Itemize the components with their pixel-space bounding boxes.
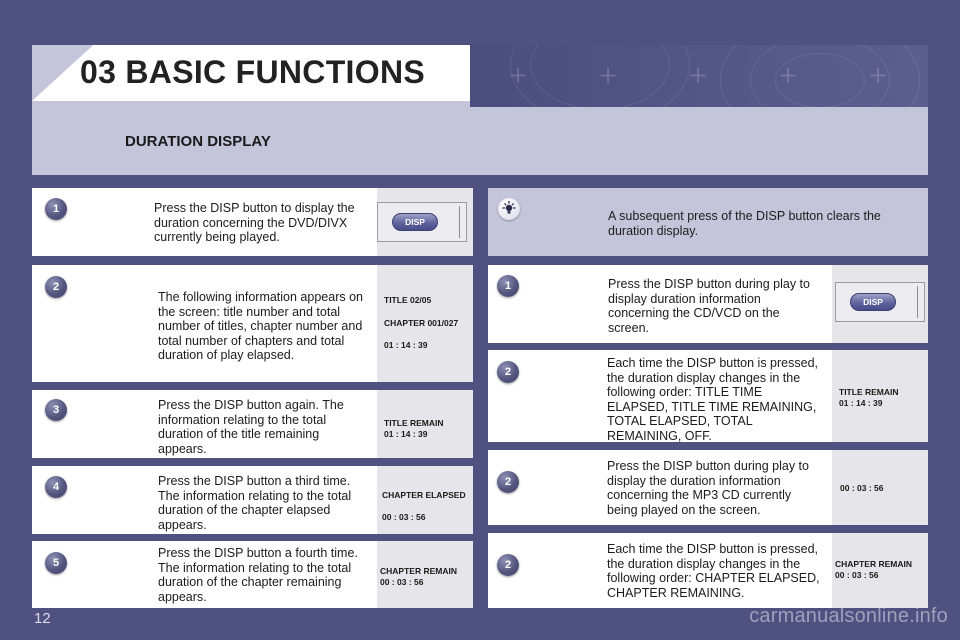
info-line: 00 : 03 : 56 xyxy=(835,570,879,580)
step-text: Each time the DISP button is pressed, the duration display changes in the following order: CHAPTER ELAPSED, CHAPTER REMAINING. xyxy=(607,542,820,600)
disp-button-graphic xyxy=(835,282,925,322)
left-step-3-card xyxy=(32,390,473,458)
step-text: Each time the DISP button is pressed, the duration display changes in the following order: TITLE TIME ELAPSED, TITLE TIME REMAINING, TOTAL ELAPSED, TOTAL REMAINING, OFF. xyxy=(607,356,818,443)
step-text: Press the DISP button during play to display duration information concerning the CD/VCD on the screen. xyxy=(608,277,810,335)
lightbulb-icon xyxy=(498,198,520,220)
left-step-5-card xyxy=(32,541,473,608)
info-line: 01 : 14 : 39 xyxy=(384,340,428,350)
info-line: CHAPTER 001/027 xyxy=(384,318,459,328)
info-line: CHAPTER REMAIN xyxy=(380,566,457,576)
info-line: 01 : 14 : 39 xyxy=(839,398,883,408)
step-text: Press the DISP button to display the duration concerning the DVD/DIVX currently being played. xyxy=(154,201,355,244)
step-text: Press the DISP button during play to display the duration information concerning the MP3 CD currently being played on the screen. xyxy=(607,459,809,517)
tip-card xyxy=(488,188,928,256)
left-step-2-card xyxy=(32,265,473,382)
disp-button: DISP xyxy=(850,293,896,311)
step-number-badge: 5 xyxy=(45,552,67,574)
info-line: 01 : 14 : 39 xyxy=(384,429,428,439)
step-text: The following information appears on the screen: title number and total number of titles, chapter number and total number of chapters and total duration of play elapsed. xyxy=(158,290,363,362)
page-number: 12 xyxy=(34,610,51,627)
disp-button: DISP xyxy=(392,213,438,231)
step-number-badge: 2 xyxy=(497,361,519,383)
step-number-badge: 2 xyxy=(45,276,67,298)
page-title: 03 BASIC FUNCTIONS xyxy=(80,54,425,90)
header-decoration: + + + + + xyxy=(470,45,928,107)
step-text: Press the DISP button again. The information relating to the total duration of the title remaining appears. xyxy=(158,398,344,456)
right-step-2-card xyxy=(488,350,928,442)
watermark: carmanualsonline.info xyxy=(749,605,948,627)
right-step-4-card xyxy=(488,533,928,608)
section-title: DURATION DISPLAY xyxy=(125,133,271,150)
info-line: 00 : 03 : 56 xyxy=(382,512,426,522)
right-step-1-card xyxy=(488,265,928,343)
info-line: 00 : 03 : 56 xyxy=(840,483,884,493)
left-step-1-card xyxy=(32,188,473,256)
info-line: 00 : 03 : 56 xyxy=(380,577,424,587)
step-number-badge: 3 xyxy=(45,399,67,421)
left-step-4-card xyxy=(32,466,473,534)
step-number-badge: 1 xyxy=(45,198,67,220)
info-line: CHAPTER REMAIN xyxy=(835,559,912,569)
info-line: TITLE 02/05 xyxy=(384,295,432,305)
step-number-badge: 1 xyxy=(497,275,519,297)
step-number-badge: 2 xyxy=(497,554,519,576)
step-number-badge: 2 xyxy=(497,471,519,493)
step-number-badge: 4 xyxy=(45,476,67,498)
step-text: Press the DISP button a third time. The information relating to the total duration of the chapter elapsed appears. xyxy=(158,474,352,532)
info-line: CHAPTER ELAPSED xyxy=(382,490,466,500)
info-line: TITLE REMAIN xyxy=(384,418,444,428)
disp-button-graphic xyxy=(377,202,467,242)
info-line: TITLE REMAIN xyxy=(839,387,899,397)
step-text: Press the DISP button a fourth time. The information relating to the total duration of the chapter remaining appears. xyxy=(158,546,358,604)
right-step-3-card xyxy=(488,450,928,525)
tip-text: A subsequent press of the DISP button clears the duration display. xyxy=(608,209,881,238)
